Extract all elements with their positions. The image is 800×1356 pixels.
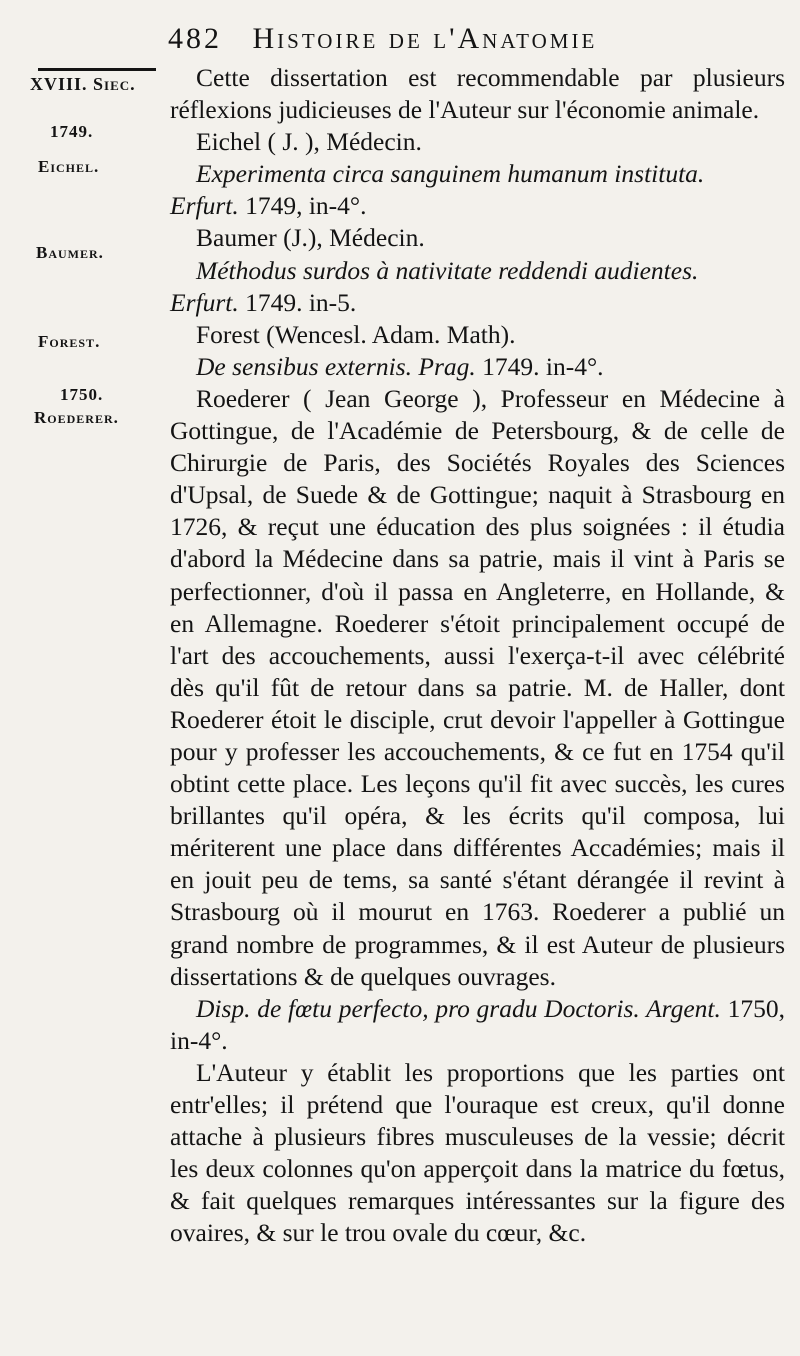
forest-entry: Forest (Wencesl. Adam. Math). (196, 319, 516, 349)
baumer-title: Méthodus surdos à nativitate reddendi audientes. (196, 255, 699, 285)
margin-forest: Forest. (38, 332, 101, 351)
margin-year-1750: 1750. (60, 385, 104, 404)
margin-baumer: Baumer. (36, 243, 104, 262)
margin-eichel: Eichel. (38, 157, 100, 176)
page-number: 482 (168, 22, 222, 55)
margin-year-1749: 1749. (50, 122, 94, 141)
roederer-work-title: Disp. de fœtu perfecto, pro gradu Doctoris. Argent. (196, 993, 721, 1023)
main-text (170, 62, 785, 1249)
page-header (168, 22, 728, 66)
roederer-work-date: 1750, in-4°. (170, 993, 785, 1055)
roederer-work (170, 993, 785, 1057)
baumer-imprint-date: 1749. in-5. (238, 287, 357, 317)
eichel-imprint-date: 1749, in-4°. (238, 191, 367, 221)
eichel-entry: Eichel ( J. ), Médecin. (196, 127, 422, 157)
paragraph-intro: Cette dissertation est recommendable par plusieurs réflexions judicieuses de l'Auteur sur l'économie animale. (170, 63, 785, 125)
baumer-entry: Baumer (J.), Médecin. (196, 223, 425, 253)
running-title: Histoire de l'Anatomie (252, 22, 598, 55)
eichel-imprint (170, 190, 785, 222)
baumer-imprint-city: Erfurt. (170, 287, 239, 317)
roederer-biography: Roederer ( Jean George ), Professeur en Médecine à Gottingue, de l'Académie de Petersbourg, & de celle de Chirurgie de Paris, des Sociétés Royales des Sciences d'Upsal, de Suede & de Gottingue; naquit à Strasbourg en 1726, & reçut une éducation des plus soignées : il étudia d'abord la Médecine dans sa patrie, mais il vint à Paris se perfectionner, d'où il passa en Angleterre, en Hollande, & en Allemagne. Roederer s'étoit principalement occupé de l'art des accouchements, aussi l'exerça-t-il avec célébrité dès qu'il fût de retour dans sa patrie. M. de Haller, dont Roederer étoit le disciple, crut devoir l'appeller à Gottingue pour y professer les accouchements, & ce fut en 1754 qu'il obtint cette place. Les leçons qu'il fit avec succès, les cures brillantes qu'il opéra, & les écrits qu'il composa, lui mériterent une place dans différentes Accadémies; mais il en jouit peu de tems, sa santé s'étant dérangée il revint à Strasbourg où il mourut en 1763. Roederer a publié un grand nombre de programmes, & il est Auteur de plusieurs dissertations & de quelques ouvrages. (170, 383, 785, 991)
margin-roederer: Roederer. (34, 408, 119, 427)
forest-title-date: 1749. in-4°. (475, 351, 604, 381)
roederer-summary: L'Auteur y établit les proportions que les parties ont entr'elles; il prétend que l'ouraque est creux, qu'il donne attache à plusieurs fibres musculeuses de la vessie; décrit les deux colonnes qu'on apperçoit dans la matrice du fœtus, & fait quelques remarques intéressantes sur la figure des ovaires, & sur le trou ovale du cœur, &c. (170, 1057, 785, 1248)
eichel-title: Experimenta circa sanguinem humanum instituta. (196, 159, 705, 189)
margin-century: XVIII. Siec. (30, 74, 136, 94)
forest-title-text: De sensibus externis. Prag. (196, 351, 476, 381)
eichel-imprint-city: Erfurt. (170, 191, 239, 221)
forest-title (170, 351, 785, 383)
margin-notes (0, 0, 170, 1356)
baumer-imprint (170, 287, 785, 319)
